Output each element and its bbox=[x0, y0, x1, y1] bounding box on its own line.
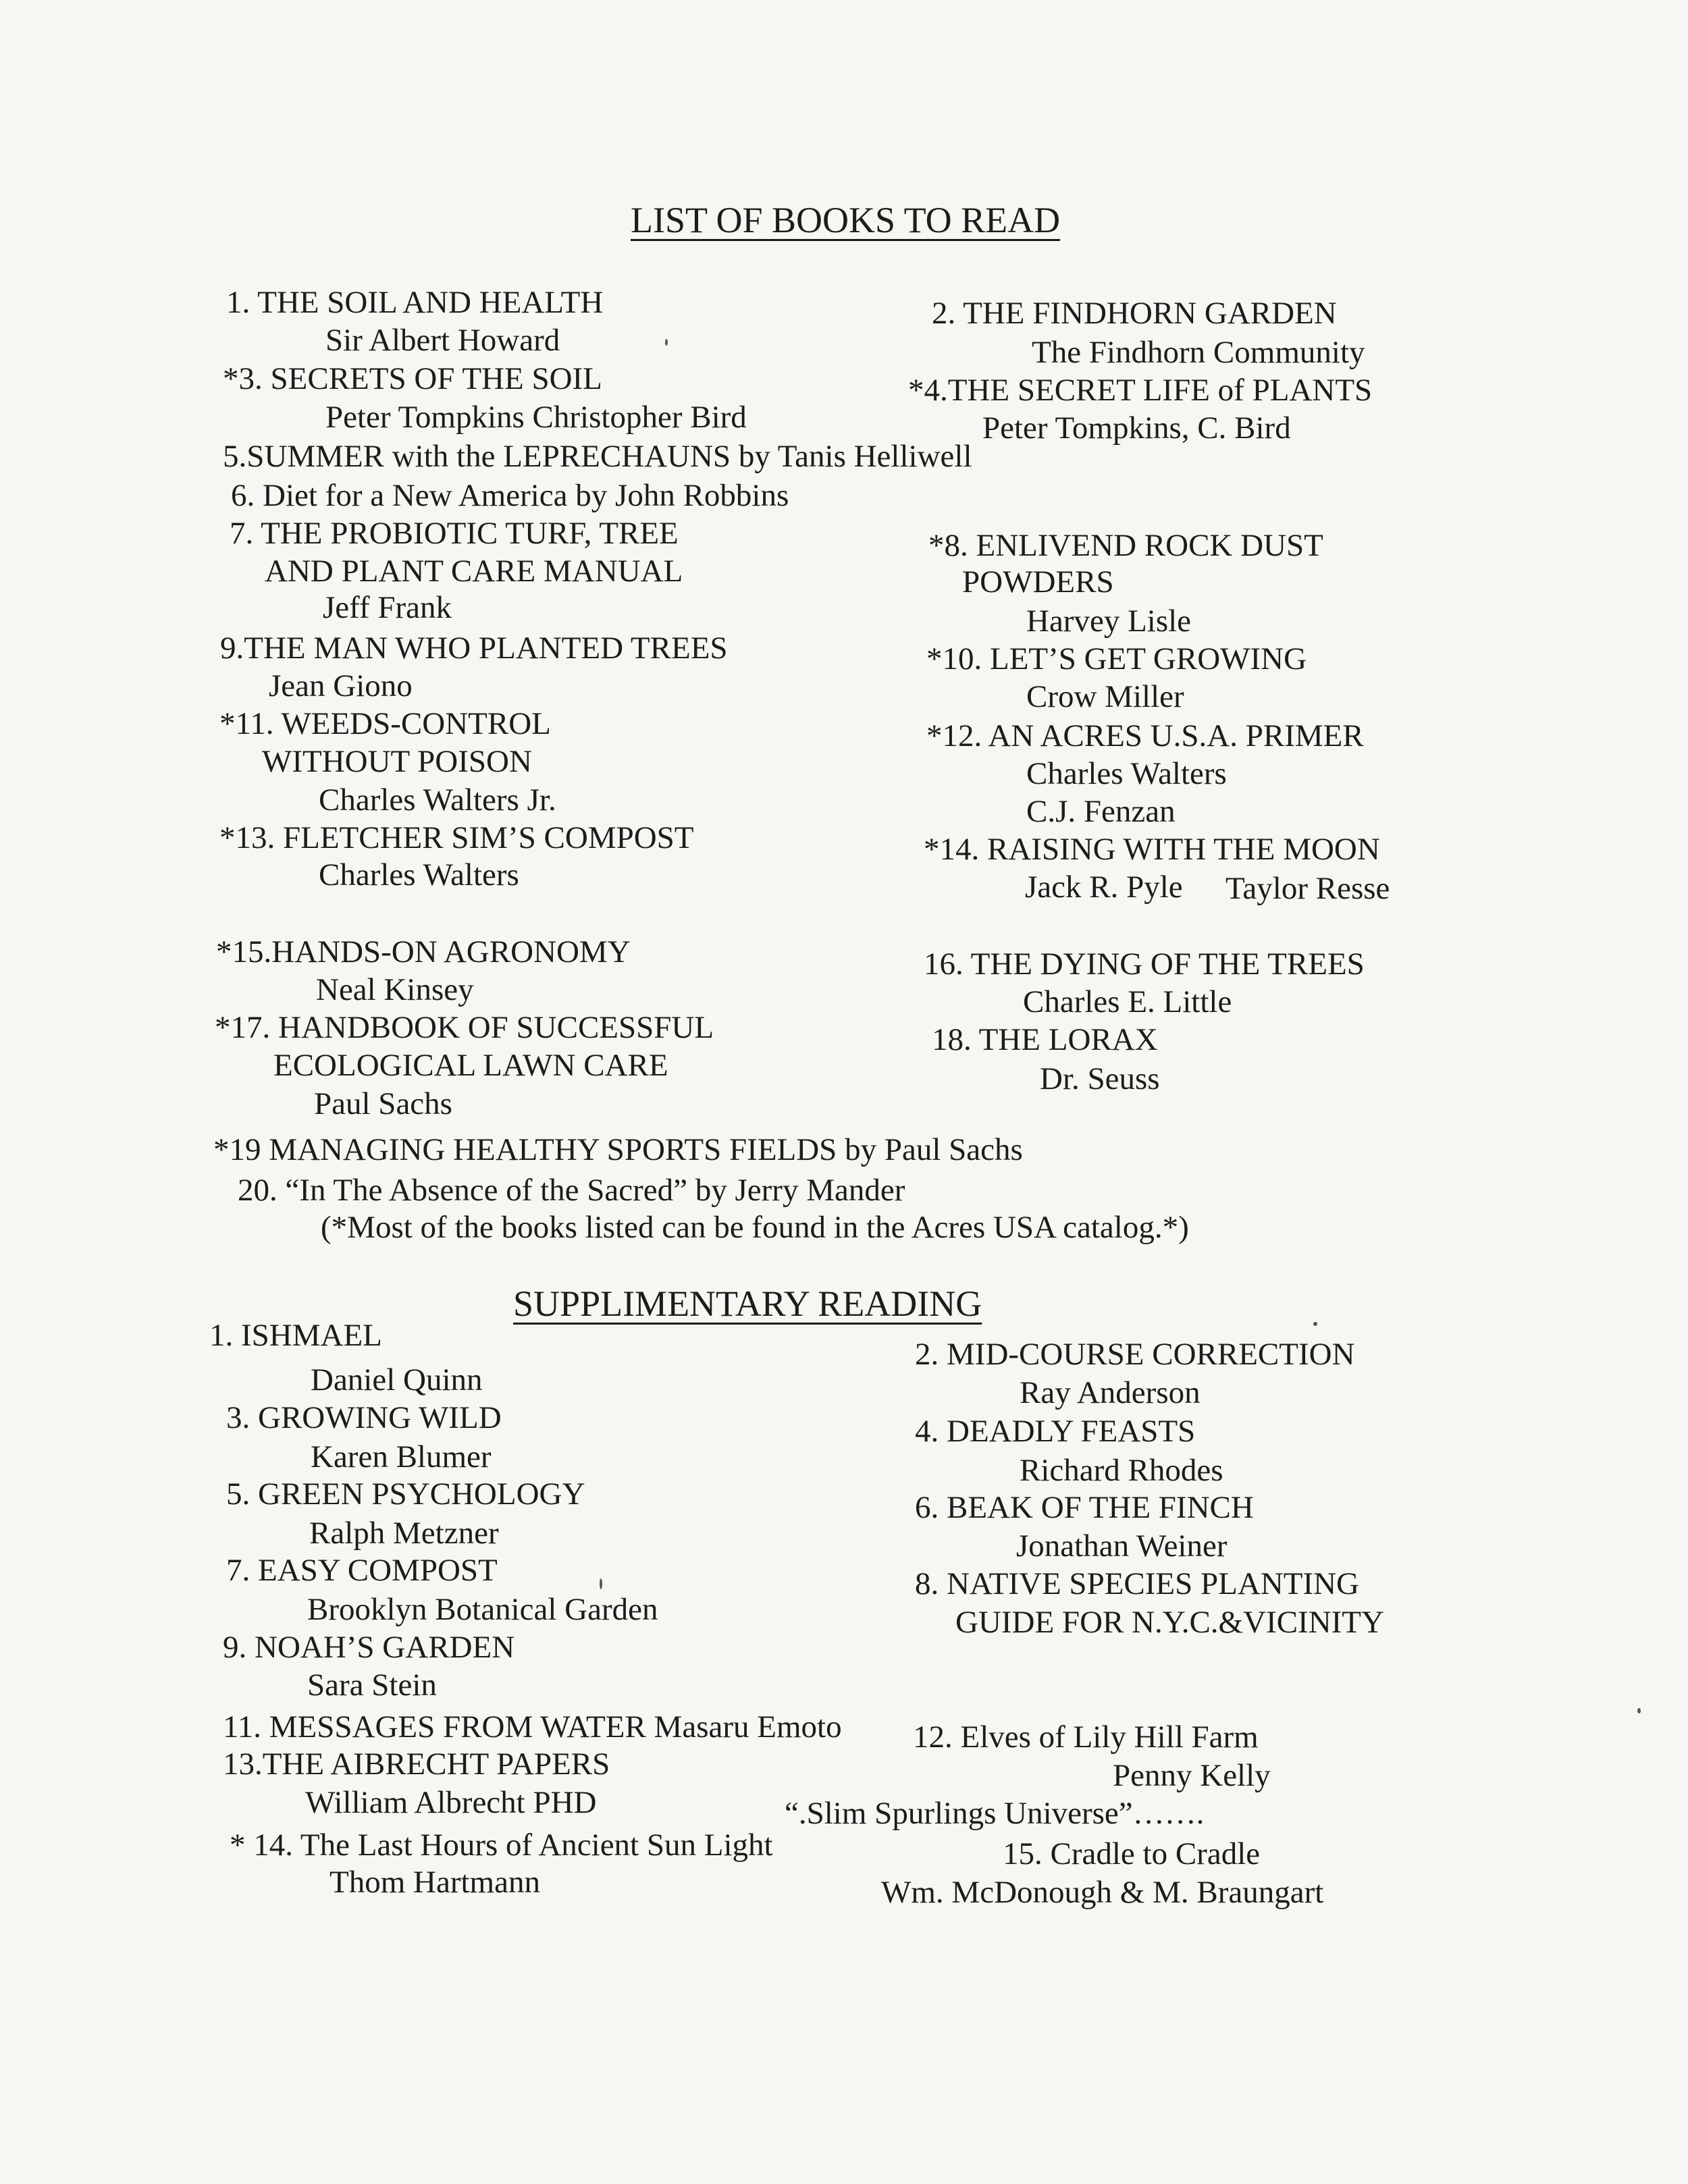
supp-9-author: Sara Stein bbox=[307, 1668, 437, 1703]
supp-13-title: 13.THE AIBRECHT PAPERS bbox=[223, 1747, 610, 1782]
book-17-title-line-2: ECOLOGICAL LAWN CARE bbox=[273, 1048, 668, 1083]
scan-speck bbox=[1313, 1322, 1317, 1326]
supp-15-title: 15. Cradle to Cradle bbox=[1003, 1836, 1261, 1871]
book-1-author: Sir Albert Howard bbox=[325, 323, 560, 358]
supp-1-title: 1. ISHMAEL bbox=[209, 1318, 382, 1353]
book-3-title: *3. SECRETS OF THE SOIL bbox=[223, 361, 602, 396]
supp-3-author: Karen Blumer bbox=[311, 1439, 492, 1474]
supp-6-author: Jonathan Weiner bbox=[1016, 1528, 1228, 1564]
book-18-author: Dr. Seuss bbox=[1040, 1061, 1160, 1096]
catalog-note: (*Most of the books listed can be found in the Acres USA catalog.*) bbox=[321, 1210, 1189, 1245]
supp-7-author: Brooklyn Botanical Garden bbox=[307, 1592, 658, 1627]
supp-4-title: 4. DEADLY FEASTS bbox=[915, 1414, 1196, 1449]
book-13-author: Charles Walters bbox=[319, 857, 519, 893]
book-12-title: *12. AN ACRES U.S.A. PRIMER bbox=[926, 718, 1364, 753]
book-14-author-2: Taylor Resse bbox=[1225, 871, 1390, 906]
book-9-author: Jean Giono bbox=[269, 668, 413, 703]
book-10-author: Crow Miller bbox=[1026, 679, 1184, 714]
book-16-title: 16. THE DYING OF THE TREES bbox=[924, 947, 1365, 982]
book-14-author-1: Jack R. Pyle bbox=[1025, 870, 1183, 905]
scan-speck bbox=[665, 339, 668, 346]
book-12-author-2: C.J. Fenzan bbox=[1026, 794, 1176, 829]
supp-12-title: 12. Elves of Lily Hill Farm bbox=[913, 1720, 1259, 1755]
book-8-title-line-1: *8. ENLIVEND ROCK DUST bbox=[928, 528, 1323, 563]
supp-15-author: Wm. McDonough & M. Braungart bbox=[881, 1875, 1324, 1910]
book-4-author: Peter Tompkins, C. Bird bbox=[982, 410, 1291, 446]
main-list-title: LIST OF BOOKS TO READ bbox=[631, 200, 1061, 240]
book-2-author: The Findhorn Community bbox=[1032, 335, 1365, 370]
supp-13-note: “.Slim Spurlings Universe”……. bbox=[785, 1796, 1205, 1831]
book-20-line: 20. “In The Absence of the Sacred” by Jerry Mander bbox=[238, 1173, 905, 1208]
book-14-title: *14. RAISING WITH THE MOON bbox=[924, 832, 1380, 867]
supplementary-title: SUPPLIMENTARY READING bbox=[513, 1283, 982, 1324]
book-16-author: Charles E. Little bbox=[1023, 984, 1232, 1019]
scan-speck bbox=[1637, 1708, 1641, 1713]
book-15-title: *15.HANDS-ON AGRONOMY bbox=[216, 934, 631, 969]
book-11-title-line-1: *11. WEEDS-CONTROL bbox=[219, 706, 551, 741]
book-19-line: *19 MANAGING HEALTHY SPORTS FIELDS by Paul Sachs bbox=[213, 1132, 1023, 1167]
supp-14-author: Thom Hartmann bbox=[329, 1865, 540, 1900]
book-5-line: 5.SUMMER with the LEPRECHAUNS by Tanis Helliwell bbox=[223, 439, 972, 474]
supp-11-line: 11. MESSAGES FROM WATER Masaru Emoto bbox=[223, 1709, 842, 1744]
book-17-author: Paul Sachs bbox=[314, 1086, 452, 1121]
book-11-title-line-2: WITHOUT POISON bbox=[262, 744, 532, 779]
supp-13-author: William Albrecht PHD bbox=[305, 1785, 597, 1820]
book-15-author: Neal Kinsey bbox=[316, 972, 474, 1007]
supp-12-author: Penny Kelly bbox=[1113, 1758, 1271, 1793]
book-7-title-line-1: 7. THE PROBIOTIC TURF, TREE bbox=[230, 516, 679, 551]
supp-2-author: Ray Anderson bbox=[1020, 1375, 1201, 1410]
supp-8-title-line-1: 8. NATIVE SPECIES PLANTING bbox=[915, 1566, 1359, 1601]
book-4-title: *4.THE SECRET LIFE of PLANTS bbox=[908, 373, 1373, 408]
book-18-title: 18. THE LORAX bbox=[932, 1022, 1158, 1057]
scan-speck bbox=[600, 1578, 602, 1589]
supp-7-title: 7. EASY COMPOST bbox=[226, 1553, 498, 1588]
supp-9-title: 9. NOAH’S GARDEN bbox=[223, 1630, 515, 1665]
book-7-author: Jeff Frank bbox=[323, 590, 452, 625]
supp-3-title: 3. GROWING WILD bbox=[226, 1400, 502, 1435]
supp-8-title-line-2: GUIDE FOR N.Y.C.&VICINITY bbox=[955, 1605, 1384, 1640]
book-6-line: 6. Diet for a New America by John Robbins bbox=[231, 478, 789, 513]
book-2-title: 2. THE FINDHORN GARDEN bbox=[932, 296, 1337, 331]
book-3-author: Peter Tompkins Christopher Bird bbox=[325, 400, 747, 435]
supp-5-title: 5. GREEN PSYCHOLOGY bbox=[226, 1476, 585, 1512]
book-1-title: 1. THE SOIL AND HEALTH bbox=[226, 285, 604, 320]
book-8-title-line-2: POWDERS bbox=[962, 564, 1114, 600]
book-13-title: *13. FLETCHER SIM’S COMPOST bbox=[219, 820, 694, 855]
book-9-title: 9.THE MAN WHO PLANTED TREES bbox=[220, 631, 728, 666]
book-10-title: *10. LET’S GET GROWING bbox=[926, 641, 1307, 676]
supp-14-title: * 14. The Last Hours of Ancient Sun Light bbox=[230, 1828, 773, 1863]
book-11-author: Charles Walters Jr. bbox=[319, 782, 556, 818]
supp-4-author: Richard Rhodes bbox=[1020, 1453, 1223, 1488]
supp-6-title: 6. BEAK OF THE FINCH bbox=[915, 1490, 1254, 1525]
book-8-author: Harvey Lisle bbox=[1026, 604, 1192, 639]
supp-2-title: 2. MID-COURSE CORRECTION bbox=[915, 1337, 1355, 1372]
supp-5-author: Ralph Metzner bbox=[309, 1516, 499, 1551]
book-12-author-1: Charles Walters bbox=[1026, 756, 1227, 791]
book-17-title-line-1: *17. HANDBOOK OF SUCCESSFUL bbox=[215, 1010, 714, 1045]
book-7-title-line-2: AND PLANT CARE MANUAL bbox=[265, 554, 683, 589]
supp-1-author: Daniel Quinn bbox=[311, 1362, 483, 1397]
